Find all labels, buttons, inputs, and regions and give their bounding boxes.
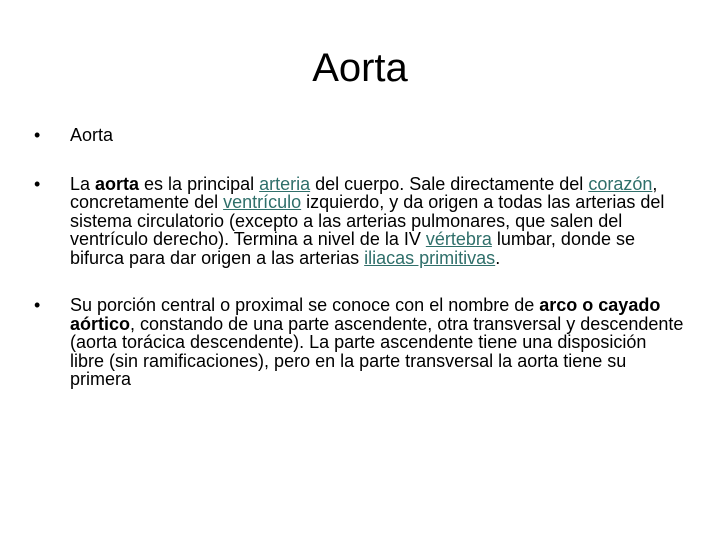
text-segment: , constando de una parte ascendente, otra transversal y descendente (aorta torácica descendente). La parte ascendente tiene una disposición libre (sin ramificaciones), pero en la parte transversal la aorta tiene su primera (70, 313, 684, 389)
text-segment: Su porción central o proximal se conoce con el nombre de (70, 295, 540, 315)
list-item (34, 126, 684, 145)
bullet-list (34, 126, 684, 389)
text-segment: La (70, 173, 96, 194)
text-segment: , concretamente del (70, 173, 658, 212)
link-arteria[interactable]: arteria (259, 173, 311, 194)
link-iliacas-primitivas[interactable]: iliacas primitivas (364, 247, 496, 268)
link-corazon[interactable]: corazón (588, 173, 653, 194)
item-text (70, 295, 683, 389)
list-item (34, 296, 684, 389)
bold-term-aorta: aorta (95, 173, 140, 194)
link-ventriculo[interactable]: ventrículo (223, 192, 302, 212)
bullet-icon: • (34, 125, 41, 145)
slide-title: Aorta (312, 46, 408, 90)
bullet-icon: • (34, 173, 41, 194)
bullet-icon: • (34, 295, 41, 315)
bold-term-arco-aortico: arco o cayado aórtico (70, 295, 661, 334)
text-segment: es la principal (139, 173, 260, 194)
item-text: Aorta (70, 125, 114, 145)
text-segment: . (495, 247, 501, 268)
text-segment: lumbar, donde se bifurca para dar origen a las arterias (70, 229, 636, 268)
link-vertebra[interactable]: vértebra (425, 229, 492, 249)
text-segment: izquierdo, y da origen a todas las arterias del sistema circulatorio (excepto a las arterias pulmonares, que salen del ventrículo derecho). Termina a nivel de la IV (70, 192, 665, 249)
item-text (70, 174, 664, 268)
text-segment: del cuerpo. Sale directamente del (310, 173, 589, 194)
list-item (34, 175, 684, 268)
